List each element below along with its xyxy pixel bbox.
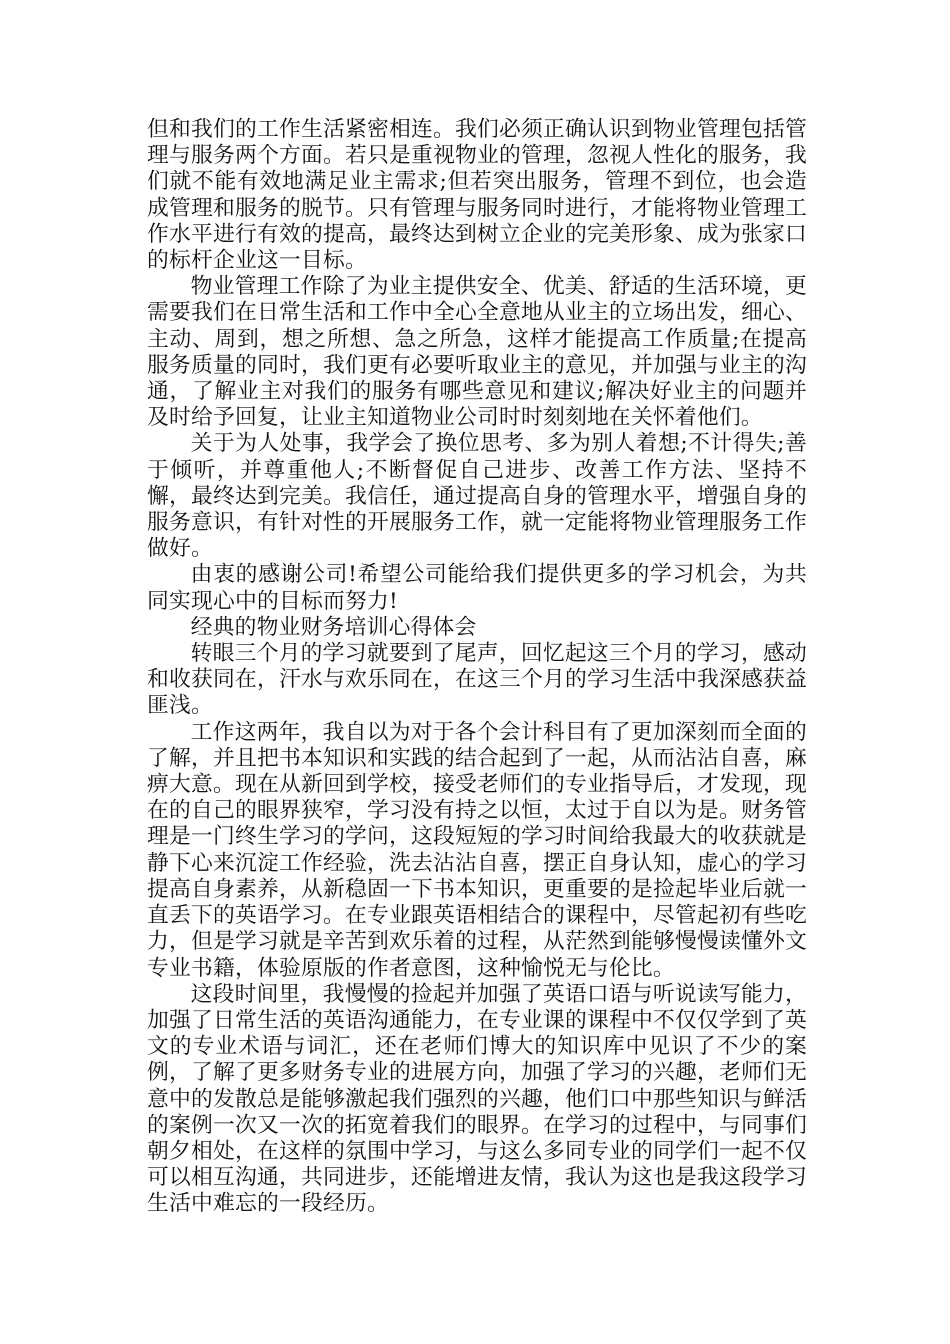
section-heading: 经典的物业财务培训心得体会 — [190, 614, 477, 640]
paragraph-property-management: 物业管理工作除了为业主提供安全、优美、舒适的生活环境，更需要我们在日常生活和工作中全心全意地从业主的立场出发，细心、主动、周到，想之所想、急之所急，这样才能提高工作质量;在提高服务质量的同时，我们更有必要听取业主的意见，并加强与业主的沟通，了解业主对我们的服务有哪些意见和建议;解决好业主的问题并及时给予回复，让业主知道物业公司时时刻刻地在关怀着他们。 — [147, 274, 807, 431]
paragraph-work-reflection: 工作这两年，我自以为对于各个会计科目有了更加深刻而全面的了解，并且把书本知识和实践的结合起到了一起，从而沾沾自喜，麻痹大意。现在从新回到学校，接受老师们的专业指导后，才发现，现在的自己的眼界狭窄，学习没有持之以恒，太过于自以为是。财务管理是一门终生学习的学问，这段短短的学习时间给我最大的收获就是静下心来沉淀工作经验，洗去沾沾自喜，摆正自身认知，虚心的学习提高自身素养，从新稳固一下书本知识，更重要的是捡起毕业后就一直丢下的英语学习。在专业跟英语相结合的课程中，尽管起初有些吃力，但是学习就是辛苦到欢乐着的过程，从茫然到能够慢慢读懂外文专业书籍，体验原版的作者意图，这种愉悦无与伦比。 — [147, 719, 807, 981]
paragraph-thanks: 由衷的感谢公司!希望公司能给我们提供更多的学习机会，为共同实现心中的目标而努力! — [147, 562, 807, 614]
paragraph-continuation: 但和我们的工作生活紧密相连。我们必须正确认识到物业管理包括管理与服务两个方面。若只是重视物业的管理，忽视人性化的服务，我们就不能有效地满足业主需求;但若突出服务，管理不到位，也会造成管理和服务的脱节。只有管理与服务同时进行，才能将物业管理工作水平进行有效的提高，最终达到树立企业的完美形象、成为张家口的标杆企业这一目标。 — [147, 117, 807, 274]
paragraph-conduct: 关于为人处事，我学会了换位思考、多为别人着想;不计得失;善于倾听，并尊重他人;不断督促自己进步、改善工作方法、坚持不懈，最终达到完美。我信任，通过提高自身的管理水平，增强自身的服务意识，有针对性的开展服务工作，就一定能将物业管理服务工作做好。 — [147, 431, 807, 562]
paragraph-english-learning: 这段时间里，我慢慢的捡起并加强了英语口语与听说读写能力，加强了日常生活的英语沟通能力，在专业课的课程中不仅仅学到了英文的专业术语与词汇，还在老师们博大的知识库中见识了不少的案例，了解了更多财务专业的进展方向，加强了学习的兴趣，老师们无意中的发散总是能够激起我们强烈的兴趣，他们口中那些知识与鲜活的案例一次又一次的拓宽着我们的眼界。在学习的过程中，与同事们朝夕相处，在这样的氛围中学习，与这么多同专业的同学们一起不仅可以相互沟通，共同进步，还能增进友情，我认为这也是我这段学习生活中难忘的一段经历。 — [147, 981, 807, 1217]
paragraph-intro: 转眼三个月的学习就要到了尾声，回忆起这三个月的学习，感动和收获同在，汗水与欢乐同在，在这三个月的学习生活中我深感获益匪浅。 — [147, 641, 807, 719]
document-page — [147, 117, 807, 1218]
